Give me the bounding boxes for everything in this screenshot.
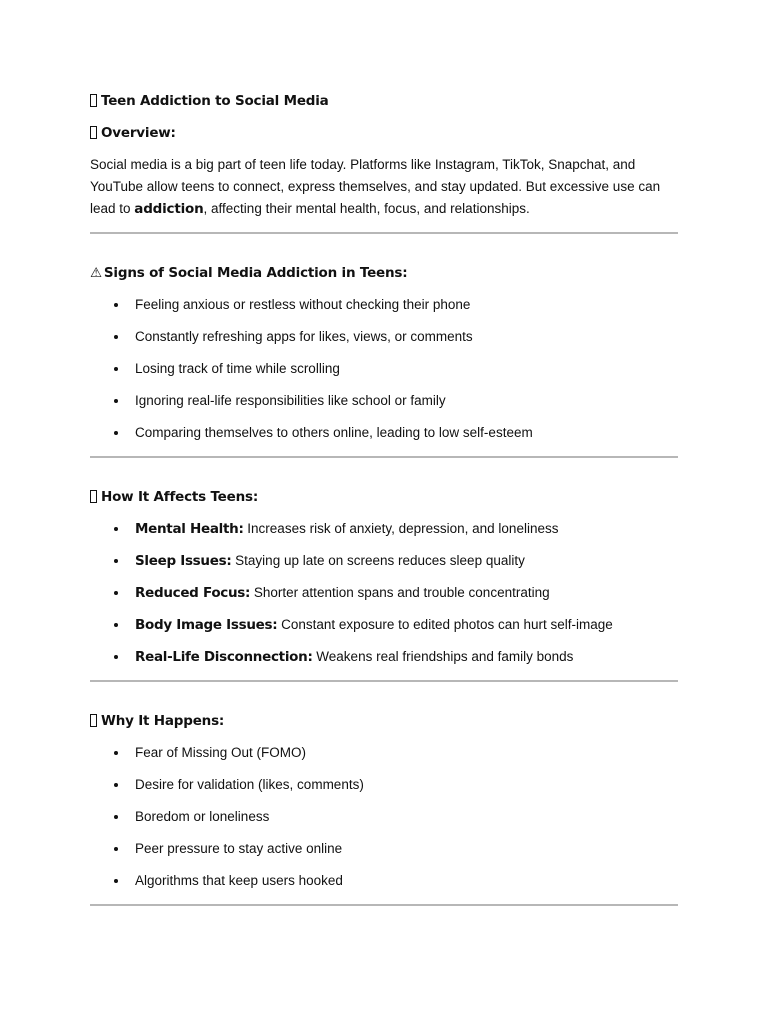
reasons-list [90, 742, 678, 892]
reasons-heading: Why It Happens: [90, 710, 678, 732]
effect-term: Mental Health: [135, 521, 244, 537]
overview-paragraph: Social media is a big part of teen life today. Platforms like Instagram, TikTok, Snapchat, and YouTube allow teens to connect, express themselves, and stay updated. But excessive use can lead to addiction, affecting their mental health, focus, and relationships. [90, 157, 661, 217]
effects-heading: How It Affects Teens: [90, 486, 678, 508]
effect-term: Real-Life Disconnection: [135, 649, 313, 665]
list-item: Ignoring real-life responsibilities like school or family [90, 390, 678, 412]
section-divider [90, 904, 678, 906]
effect-description: Weakens real friendships and family bonds [312, 649, 574, 664]
section-divider [90, 680, 678, 682]
list-item: Losing track of time while scrolling [90, 358, 678, 380]
effect-description: Staying up late on screens reduces sleep quality [231, 553, 525, 568]
document-title: Teen Addiction to Social Media [90, 90, 678, 112]
effect-description: Increases risk of anxiety, depression, and loneliness [243, 521, 559, 536]
list-item: Constantly refreshing apps for likes, views, or comments [90, 326, 678, 348]
list-item: Desire for validation (likes, comments) [90, 774, 678, 796]
missing-glyph-icon [90, 94, 97, 107]
effect-term: Reduced Focus: [135, 585, 251, 601]
effect-description: Constant exposure to edited photos can hurt self-image [277, 617, 613, 632]
list-item: Boredom or loneliness [90, 806, 678, 828]
document-content [90, 90, 678, 934]
section-divider [90, 232, 678, 234]
list-item [90, 582, 678, 604]
list-item [90, 614, 678, 636]
list-item [90, 518, 678, 540]
list-item: Peer pressure to stay active online [90, 838, 678, 860]
effect-description: Shorter attention spans and trouble concentrating [250, 585, 550, 600]
list-item: Algorithms that keep users hooked [90, 870, 678, 892]
effects-list [90, 518, 678, 668]
signs-list [90, 294, 678, 444]
warning-icon: ⚠ [90, 265, 102, 281]
list-item [90, 550, 678, 572]
overview-heading: Overview: [90, 122, 678, 144]
signs-heading: ⚠ Signs of Social Media Addiction in Teens: [90, 262, 678, 284]
section-divider [90, 456, 678, 458]
effect-term: Sleep Issues: [135, 553, 232, 569]
list-item: Feeling anxious or restless without checking their phone [90, 294, 678, 316]
list-item: Fear of Missing Out (FOMO) [90, 742, 678, 764]
overview-emphasis: addiction [134, 201, 204, 217]
effect-term: Body Image Issues: [135, 617, 278, 633]
missing-glyph-icon [90, 126, 97, 139]
missing-glyph-icon [90, 714, 97, 727]
list-item: Comparing themselves to others online, leading to low self-esteem [90, 422, 678, 444]
list-item [90, 646, 678, 668]
missing-glyph-icon [90, 490, 97, 503]
